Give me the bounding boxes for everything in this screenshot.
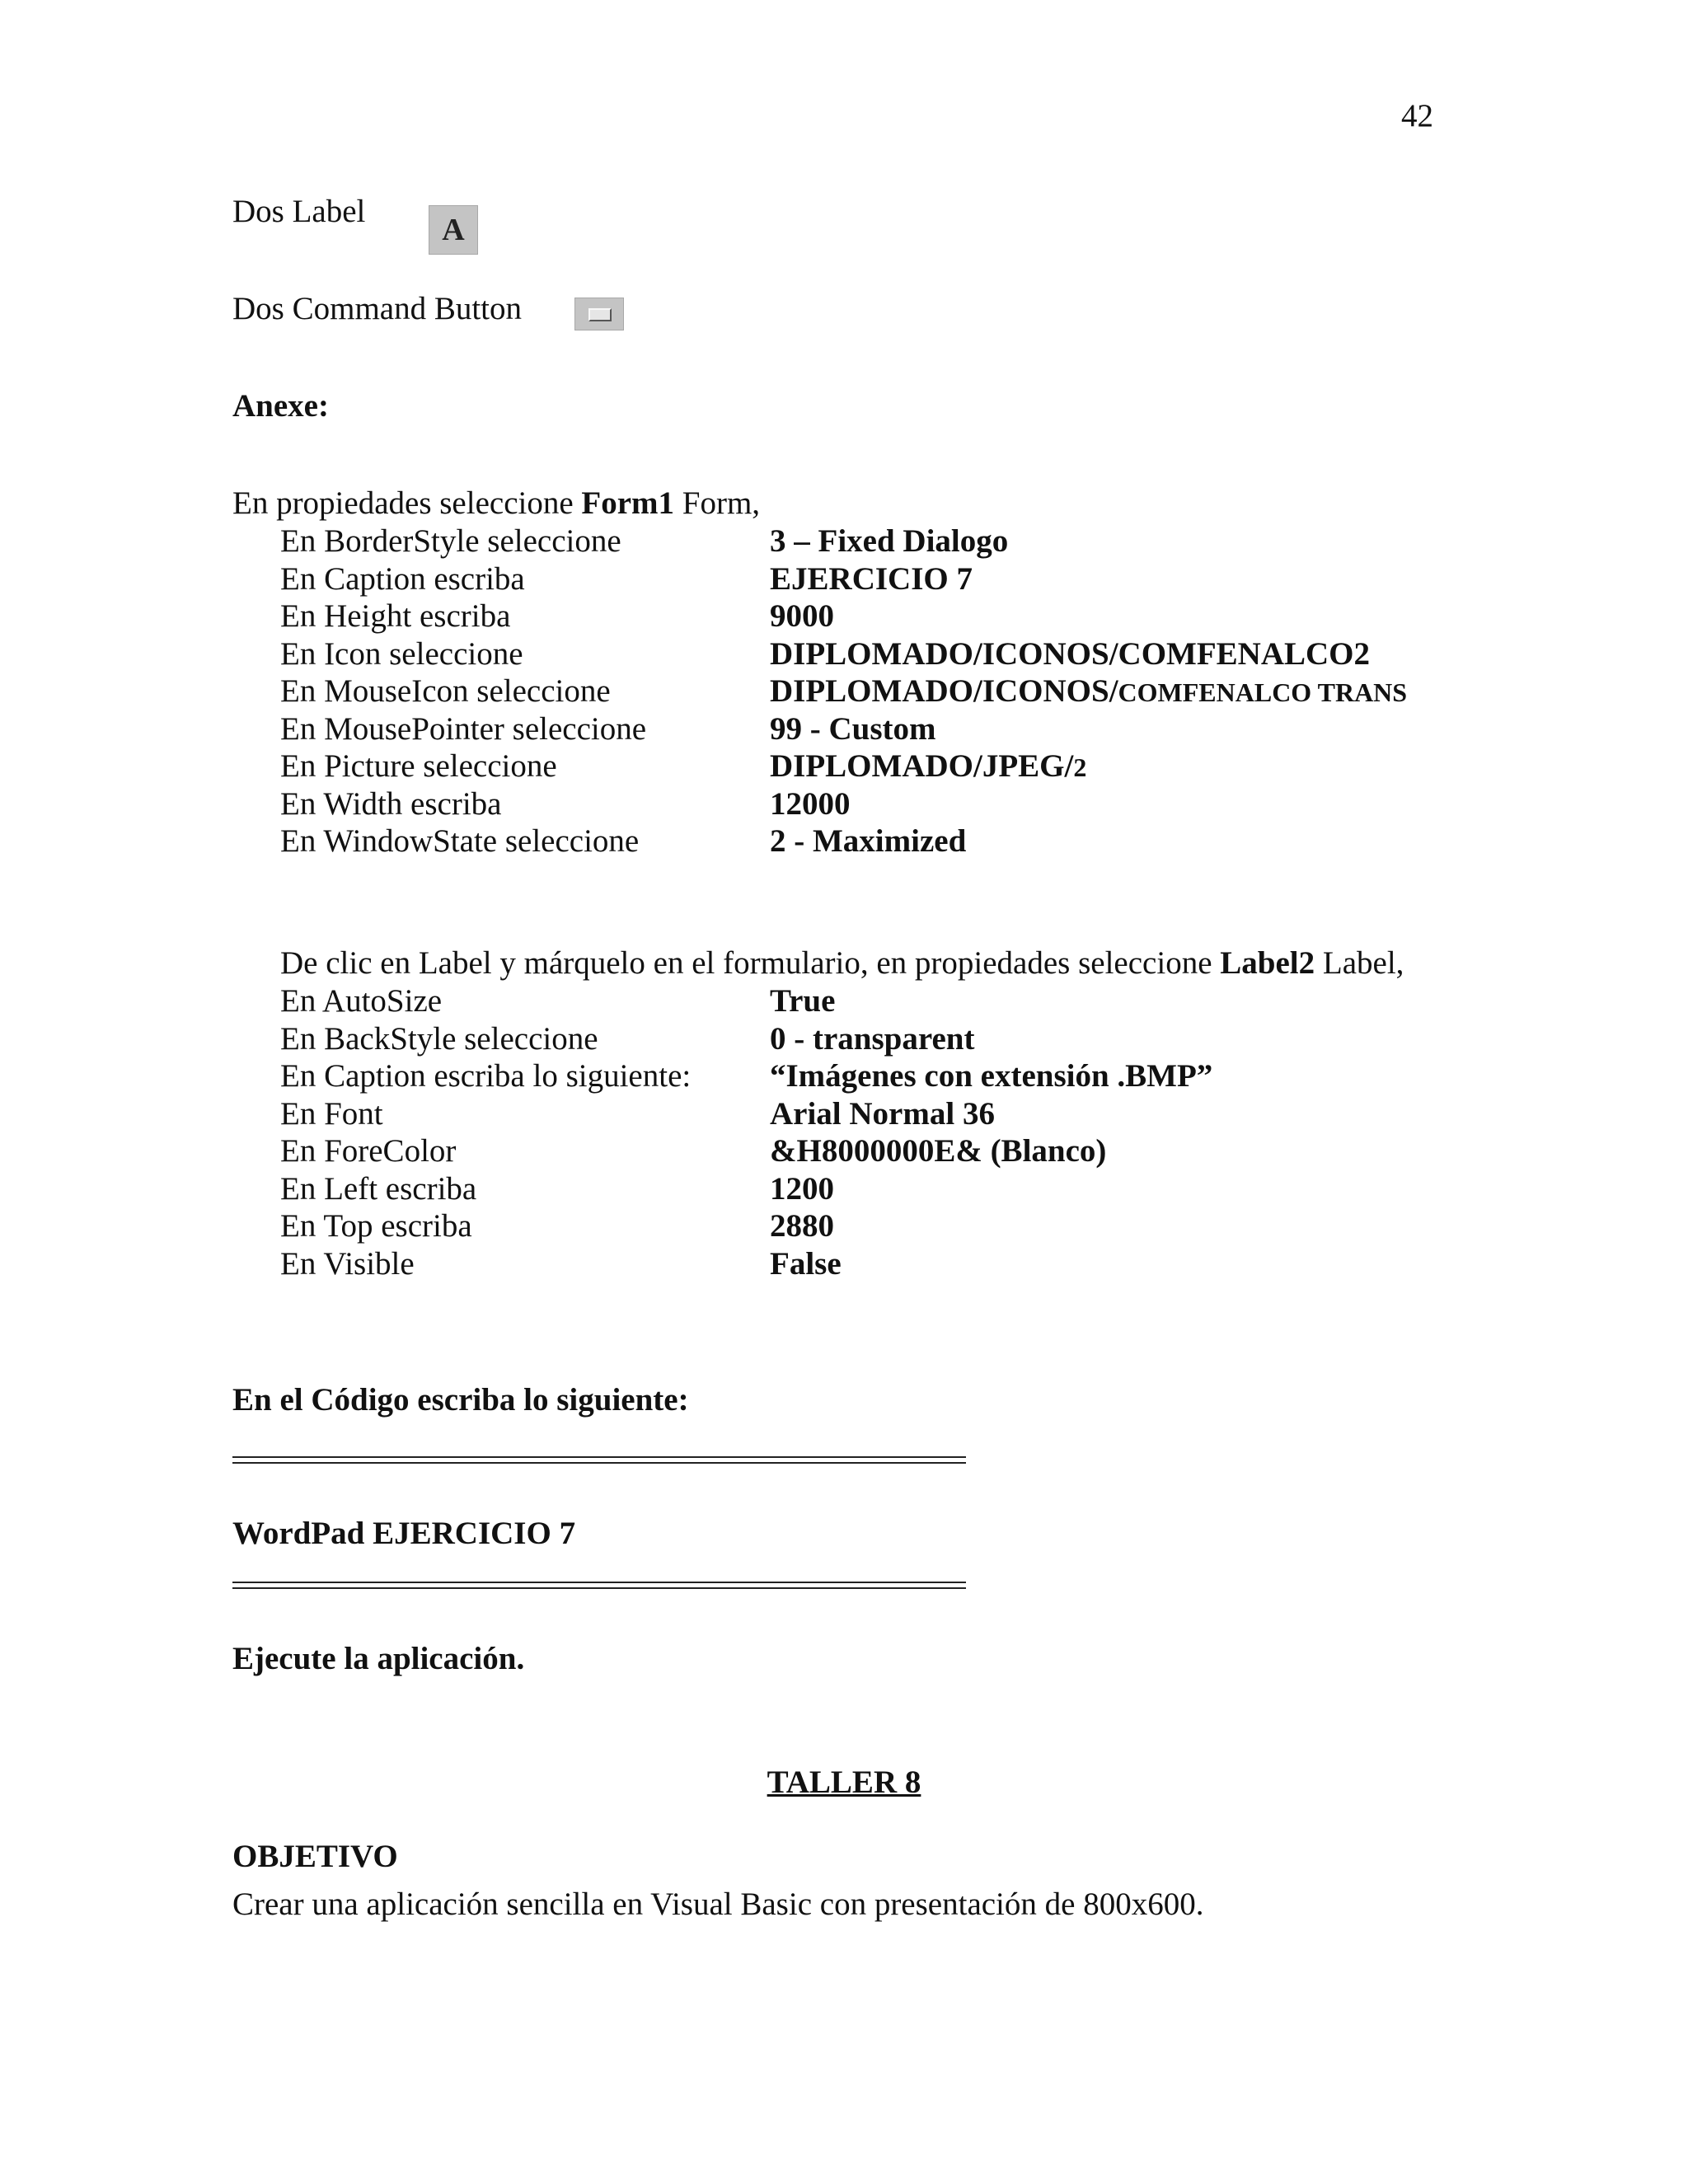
command-button-tool-icon [574,298,624,330]
property-name: En Height escriba [280,598,511,634]
property-name: En Width escriba [280,785,502,822]
property-row [280,748,1517,785]
code-bottom-divider [232,1582,966,1589]
property-value: 3 – Fixed Dialogo [770,523,1009,559]
property-name: En WindowState seleccione [280,823,640,859]
property-value: True [770,983,836,1019]
property-name: En Icon seleccione [280,635,523,672]
property-value: 2 - Maximized [770,823,967,859]
command-button-control-text: Dos Command Button [232,291,523,326]
property-name: En Caption escriba lo siguiente: [280,1058,692,1094]
run-instruction: Ejecute la aplicación. [232,1641,525,1676]
label-tool-icon: A [429,205,478,255]
property-row [280,1245,1517,1283]
page-number: 42 [1401,98,1433,134]
property-value: 1200 [770,1170,834,1207]
property-name: En Picture seleccione [280,748,557,784]
property-name: En MouseIcon seleccione [280,673,611,709]
property-name: En MousePointer seleccione [280,710,647,747]
property-value: 99 - Custom [770,710,936,747]
property-name: En Top escriba [280,1208,472,1244]
property-name: En AutoSize [280,983,443,1019]
property-row [280,635,1517,673]
objective-heading: OBJETIVO [232,1839,398,1874]
property-row [280,523,1517,560]
code-heading: En el Código escriba lo siguiente: [232,1382,689,1418]
property-row [280,1057,1517,1095]
property-row [280,710,1517,748]
property-name: En ForeColor [280,1133,457,1169]
property-value: False [770,1245,842,1282]
form-intro: En propiedades seleccione Form1 Form, [232,485,761,521]
property-name: En Visible [280,1245,415,1282]
property-row [280,1020,1517,1058]
property-row [280,1207,1517,1245]
property-name: En Left escriba [280,1170,477,1207]
code-top-divider [232,1456,966,1464]
property-value: DIPLOMADO/ICONOS/COMFENALCO TRANS [770,673,1408,709]
property-value: 2880 [770,1208,834,1244]
taller-title: TALLER 8 [767,1765,921,1800]
objective-text: Crear una aplicación sencilla en Visual Basic con presentación de 800x600. [232,1886,1204,1922]
property-name: En BorderStyle seleccione [280,523,621,559]
property-row [280,598,1517,635]
label-control-text: Dos Label [232,194,366,229]
property-name: En Caption escriba [280,560,525,597]
property-row [280,785,1517,823]
property-value: 9000 [770,598,834,634]
property-value: EJERCICIO 7 [770,560,973,597]
property-value: 0 - transparent [770,1020,975,1057]
property-value: DIPLOMADO/ICONOS/COMFENALCO2 [770,635,1371,672]
wordpad-reference: WordPad EJERCICIO 7 [232,1516,576,1551]
property-row [280,823,1517,860]
property-name: En BackStyle seleccione [280,1020,598,1057]
anexe-heading: Anexe: [232,388,329,424]
label-intro: De clic en Label y márquelo en el formulario, en propiedades seleccione Label2 Label, [280,945,1404,981]
property-row [280,560,1517,598]
property-row [280,673,1517,710]
property-row [280,982,1517,1020]
property-row [280,1132,1517,1170]
property-row [280,1095,1517,1133]
property-row [280,1170,1517,1208]
property-value: &H8000000E& (Blanco) [770,1133,1107,1169]
property-value: DIPLOMADO/JPEG/2 [770,748,1087,784]
property-value: 12000 [770,785,851,822]
property-value: Arial Normal 36 [770,1095,995,1132]
property-value: “Imágenes con extensión .BMP” [770,1058,1213,1094]
property-name: En Font [280,1095,383,1132]
